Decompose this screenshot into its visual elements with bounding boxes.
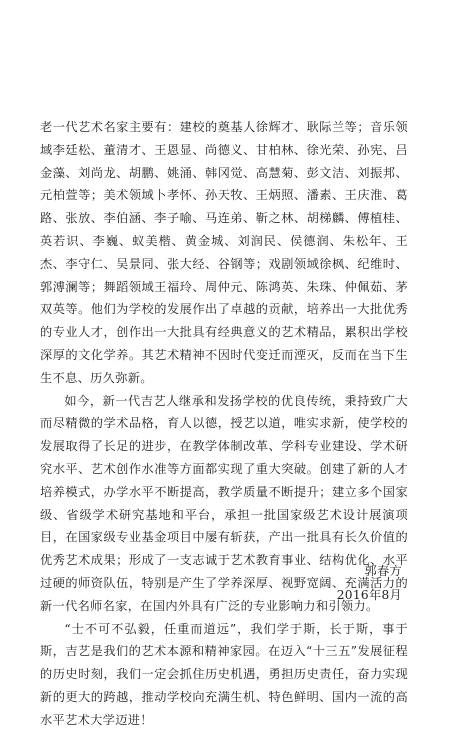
paragraph-new-generation: 如今，新一代吉艺人继承和发扬学校的优良传统，秉持致广大而尽精微的学术品格，育人以德，授艺以道，唯实求新，使学校的发展取得了长足的进步，在教学体制改革、学科专业建设、学术研究水平、艺术创作水准等方面都实现了重大突破。创建了新的人才培养模式，办学水平不断提高，教学质量不断提升；建立多个国家级、省级学术研究基地和平台，承担一批国家级艺术设计展演项目，在国家级专业基金项目中屡有斩获，产出一批具有长久价值的优秀艺术成果；形成了一支志诚于艺术教育事业、结构优化、水平过硬的师资队伍，特别是产生了学养深厚、视野宽阔、充满活力的新一代名师名家，在国内外具有广泛的专业影响力和引领力。 (40, 393, 408, 613)
body-text (40, 116, 408, 732)
signature-block (337, 559, 402, 607)
paragraph-founders: 老一代艺术名家主要有：建校的奠基人徐辉才、耿际兰等；音乐领域李廷松、董清才、王恩显、尚德义、甘柏林、徐光荣、孙宪、吕金藻、刘尚龙、胡鹏、姚涌、韩冈觉、高慧菊、彭文洁、刘振邦、元柏萱等；美术领域卜孝怀、孙天牧、王炳照、潘素、王庆淮、葛路、张放、李伯涵、李子喻、马连弟、靳之林、胡梯麟、傅植桂、英若识、李巍、蚁美楷、黄金城、刘润民、侯德润、朱松年、王杰、李守仁、吴景同、张大经、谷钢等；戏剧领域徐枫、纪维时、郭溥澜等；舞蹈领域王福玲、周仲元、陈鸿英、朱珠、仲佩茹、茅双英等。他们为学校的发展作出了卓越的贡献，培养出一大批优秀的专业人才，创作出一大批具有经典意义的艺术精品，累积出学校深厚的文化学养。其艺术精神不因时代变迁而湮灭，反而在当下生生不息、历久弥新。 (40, 120, 408, 385)
paragraph-outlook: “士不可不弘毅，任重而道远”，我们学于斯，长于斯，事于斯，吉艺是我们的艺术本源和精神家园。在迈入“十三五”发展征程的历史时刻，我们一定会抓住历史机遇，勇担历史责任，奋力实现新的更大的跨越，推动学校向充满生机、特色鲜明、国内一流的高水平艺术大学迈进！ (40, 621, 408, 727)
signature-date: 2016年8月 (336, 588, 402, 602)
signature-author: 郭春方 (364, 564, 402, 578)
